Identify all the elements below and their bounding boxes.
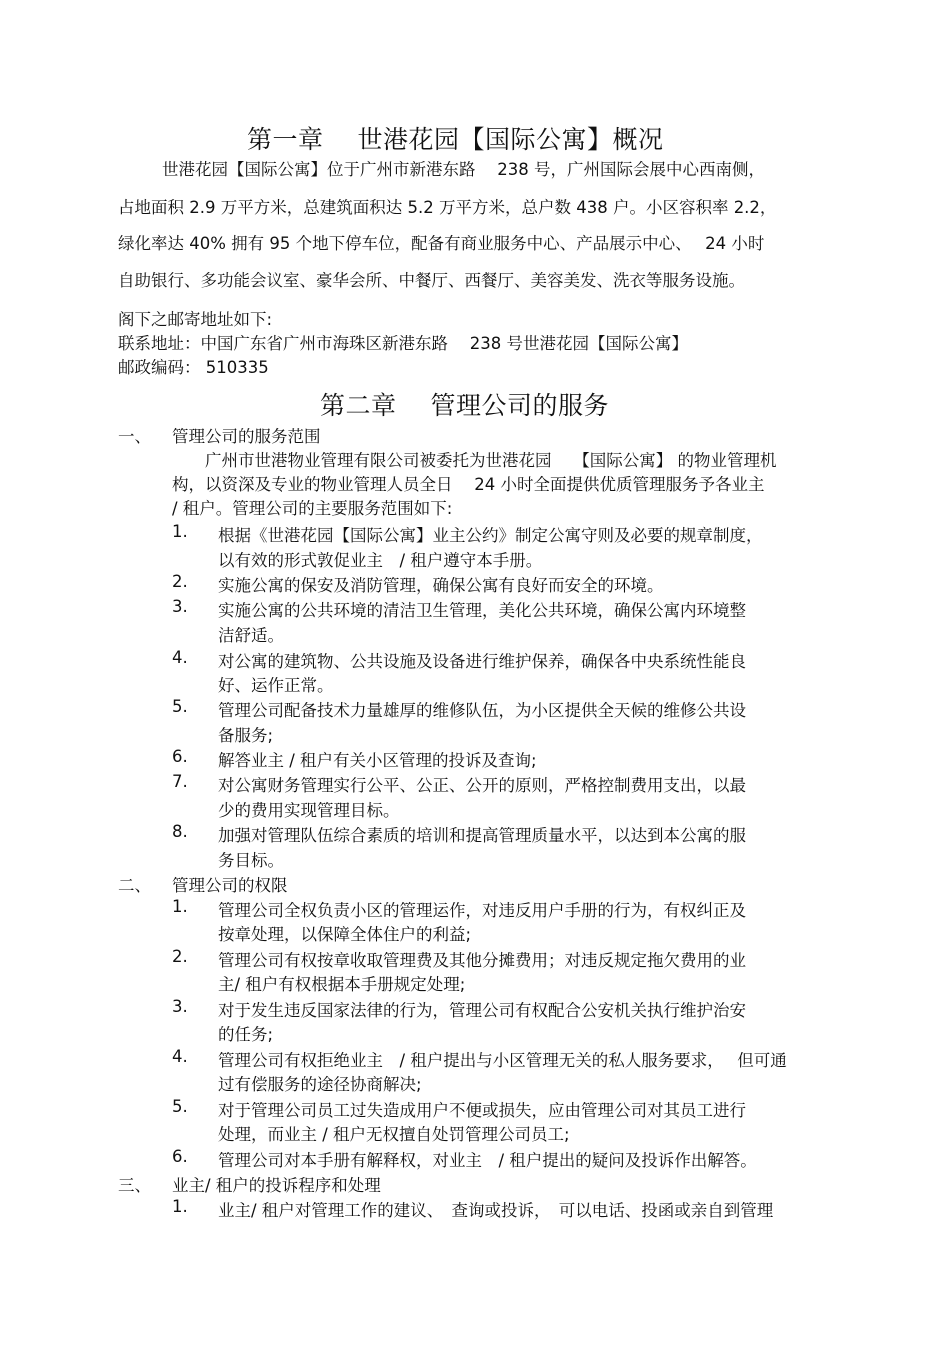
section-heading: 管理公司的权限 bbox=[172, 876, 288, 895]
section-marker: 一、 bbox=[118, 427, 151, 446]
item-text: 处理，而业主 / 租户无权擅自处罚管理公司员工; bbox=[218, 1125, 570, 1144]
item-text: 管理公司配备技术力量雄厚的维修队伍，为小区提供全天候的维修公共设 bbox=[218, 701, 746, 720]
item-number: 5. bbox=[172, 697, 188, 716]
chapter2-title: 第二章 管理公司的服务 bbox=[320, 391, 609, 420]
item-number: 1. bbox=[172, 897, 188, 916]
chapter1-paragraph-line: 自助银行、多功能会议室、豪华会所、中餐厅、西餐厅、美容美发、洗衣等服务设施。 bbox=[118, 271, 745, 290]
item-text: 管理公司全权负责小区的管理运作，对违反用户手册的行为，有权纠正及 bbox=[218, 901, 746, 920]
item-text: 按章处理，以保障全体住户的利益; bbox=[218, 925, 472, 944]
item-text: 洁舒适。 bbox=[218, 626, 284, 645]
item-text: 对于管理公司员工过失造成用户不便或损失，应由管理公司对其员工进行 bbox=[218, 1101, 746, 1120]
section-heading: 业主/ 租户的投诉程序和处理 bbox=[172, 1176, 381, 1195]
item-text: 备服务; bbox=[218, 726, 274, 745]
section-marker: 二、 bbox=[118, 876, 151, 895]
item-text: 管理公司有权拒绝业主 / 租户提出与小区管理无关的私人服务要求， 但可通 bbox=[218, 1051, 787, 1070]
item-text: 对公寓的建筑物、公共设施及设备进行维护保养，确保各中央系统性能良 bbox=[218, 652, 746, 671]
item-text: 实施公寓的公共环境的清洁卫生管理，美化公共环境，确保公寓内环境整 bbox=[218, 601, 746, 620]
item-number: 5. bbox=[172, 1097, 188, 1116]
postcode: 邮政编码： 510335 bbox=[118, 358, 269, 377]
mail-intro: 阁下之邮寄地址如下: bbox=[118, 310, 273, 329]
item-number: 4. bbox=[172, 1047, 188, 1066]
item-number: 1. bbox=[172, 1197, 188, 1216]
item-text: 业主/ 租户对管理工作的建议、 查询或投诉， 可以电话、投函或亲自到管理 bbox=[218, 1201, 774, 1220]
item-text: 管理公司有权按章收取管理费及其他分摊费用；对违反规定拖欠费用的业 bbox=[218, 951, 746, 970]
item-text: 过有偿服务的途径协商解决; bbox=[218, 1075, 422, 1094]
item-text: 实施公寓的保安及消防管理，确保公寓有良好而安全的环境。 bbox=[218, 576, 664, 595]
item-number: 3. bbox=[172, 597, 188, 616]
item-text: 根据《世港花园【国际公寓】业主公约》制定公寓守则及必要的规章制度， bbox=[218, 526, 763, 545]
item-text: 好、运作正常。 bbox=[218, 676, 334, 695]
item-text: 对公寓财务管理实行公平、公正、公开的原则，严格控制费用支出，以最 bbox=[218, 776, 746, 795]
item-number: 2. bbox=[172, 947, 188, 966]
item-text: 主/ 租户有权根据本手册规定处理; bbox=[218, 975, 466, 994]
item-number: 1. bbox=[172, 522, 188, 541]
item-text: 加强对管理队伍综合素质的培训和提高管理质量水平，以达到本公寓的服 bbox=[218, 826, 746, 845]
chapter1-paragraph-line: 绿化率达 40% 拥有 95 个地下停车位，配备有商业服务中心、产品展示中心、 24 小时 bbox=[118, 234, 765, 253]
section-intro-line: 广州市世港物业管理有限公司被委托为世港花园 【国际公寓】 的物业管理机 bbox=[205, 451, 777, 470]
chapter1-paragraph-line: 世港花园【国际公寓】位于广州市新港东路 238 号，广州国际会展中心西南侧， bbox=[162, 160, 765, 179]
section-marker: 三、 bbox=[118, 1176, 151, 1195]
item-number: 2. bbox=[172, 572, 188, 591]
contact-address: 联系地址：中国广东省广州市海珠区新港东路 238 号世港花园【国际公寓】 bbox=[118, 334, 688, 353]
item-text: 务目标。 bbox=[218, 851, 284, 870]
chapter1-title: 第一章 世港花园【国际公寓】概况 bbox=[247, 125, 664, 154]
section-heading: 管理公司的服务范围 bbox=[172, 427, 321, 446]
item-number: 6. bbox=[172, 747, 188, 766]
chapter1-paragraph-line: 占地面积 2.9 万平方米，总建筑面积达 5.2 万平方米，总户数 438 户。小区容积率 2.2， bbox=[118, 198, 777, 217]
section-intro-line: 构，以资深及专业的物业管理人员全日 24 小时全面提供优质管理服务予各业主 bbox=[172, 475, 765, 494]
item-text: 少的费用实现管理目标。 bbox=[218, 801, 400, 820]
section-intro-line: / 租户。管理公司的主要服务范围如下: bbox=[172, 499, 453, 518]
item-number: 7. bbox=[172, 772, 188, 791]
item-text: 解答业主 / 租户有关小区管理的投诉及查询; bbox=[218, 751, 537, 770]
item-number: 8. bbox=[172, 822, 188, 841]
item-text: 管理公司对本手册有解释权，对业主 / 租户提出的疑问及投诉作出解答。 bbox=[218, 1151, 757, 1170]
item-text: 以有效的形式敦促业主 / 租户遵守本手册。 bbox=[218, 551, 543, 570]
item-number: 4. bbox=[172, 648, 188, 667]
item-number: 6. bbox=[172, 1147, 188, 1166]
item-text: 对于发生违反国家法律的行为，管理公司有权配合公安机关执行维护治安 bbox=[218, 1001, 746, 1020]
item-text: 的任务; bbox=[218, 1025, 274, 1044]
item-number: 3. bbox=[172, 997, 188, 1016]
